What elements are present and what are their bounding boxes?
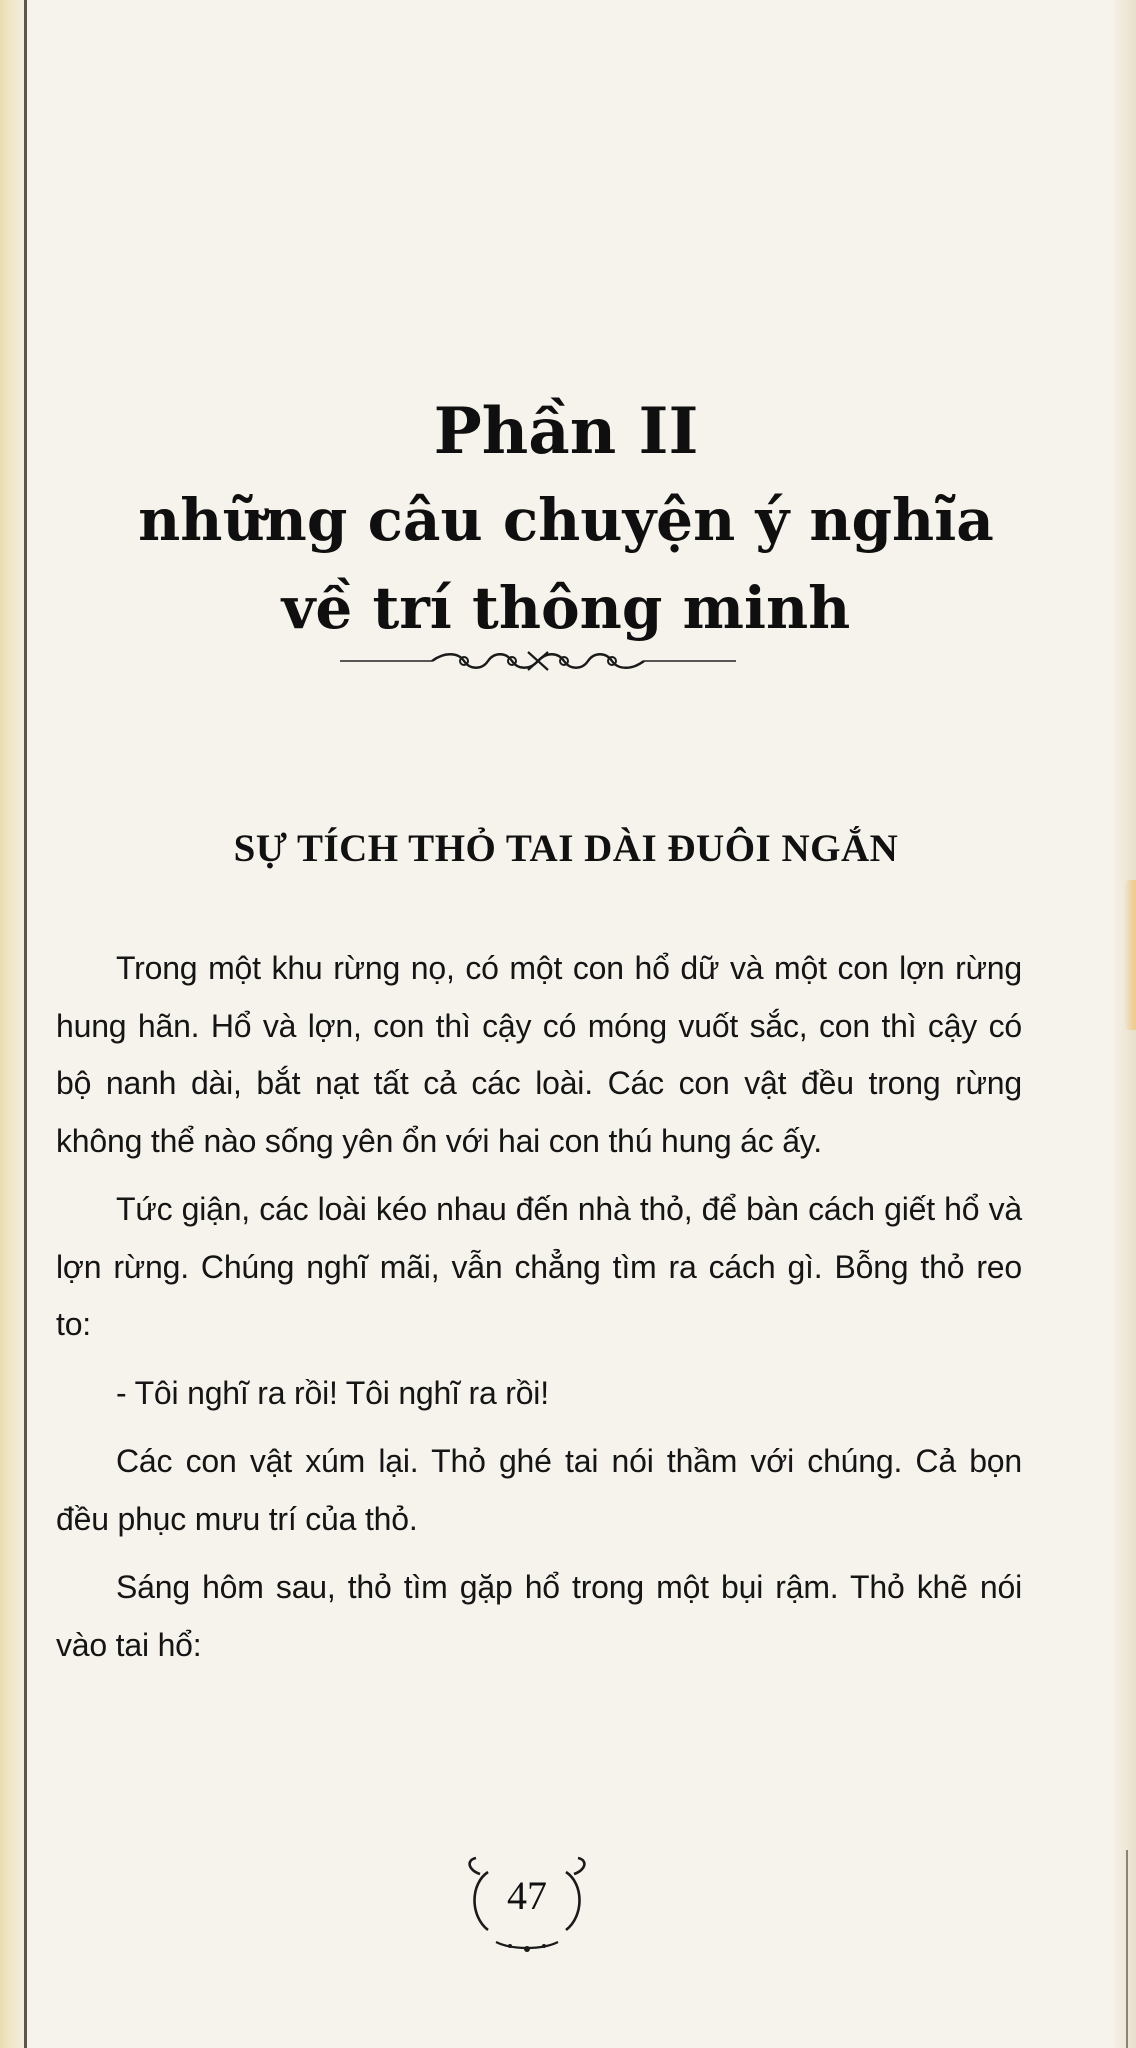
page-left-rule	[24, 0, 27, 2048]
page-edge-stain	[1124, 880, 1136, 1030]
story-title: SỰ TÍCH THỎ TAI DÀI ĐUÔI NGẮN	[233, 827, 899, 870]
paragraph: Trong một khu rừng nọ, có một con hổ dữ và một con lợn rừng hung hãn. Hổ và lợn, con thì cậy có móng vuốt sắc, con thì cậy có bộ nanh dài, bắt nạt tất cả các loài. Các con vật đều trong rừng không thể nào sống yên ổn với hai con thú hung ác ấy.	[56, 950, 1022, 1159]
page-number: 47	[507, 1873, 547, 1918]
paragraph: Tức giận, các loài kéo nhau đến nhà thỏ, để bàn cách giết hổ và lợn rừng. Chúng nghĩ mãi, vẫn chẳng tìm ra cách gì. Bỗng thỏ reo to:	[56, 1191, 1022, 1342]
part-heading-line-3: về trí thông minh	[281, 574, 851, 642]
part-heading	[30, 388, 1102, 652]
page-right-rule	[1126, 1850, 1128, 2048]
paragraph: Các con vật xúm lại. Thỏ ghé tai nói thầm với chúng. Cả bọn đều phục mưu trí của thỏ.	[56, 1443, 1022, 1537]
page-number-frame	[460, 1850, 594, 1960]
part-heading-line-2: những câu chuyện ý nghĩa	[138, 486, 994, 554]
page-left-edge	[0, 0, 26, 2048]
story-body	[56, 940, 1022, 1685]
paragraph: Sáng hôm sau, thỏ tìm gặp hổ trong một bụi rậm. Thỏ khẽ nói vào tai hổ:	[56, 1569, 1022, 1663]
heading-ornament-divider	[340, 644, 736, 678]
paragraph: - Tôi nghĩ ra rồi! Tôi nghĩ ra rồi!	[116, 1374, 549, 1411]
part-heading-line-1: Phần II	[433, 394, 699, 469]
